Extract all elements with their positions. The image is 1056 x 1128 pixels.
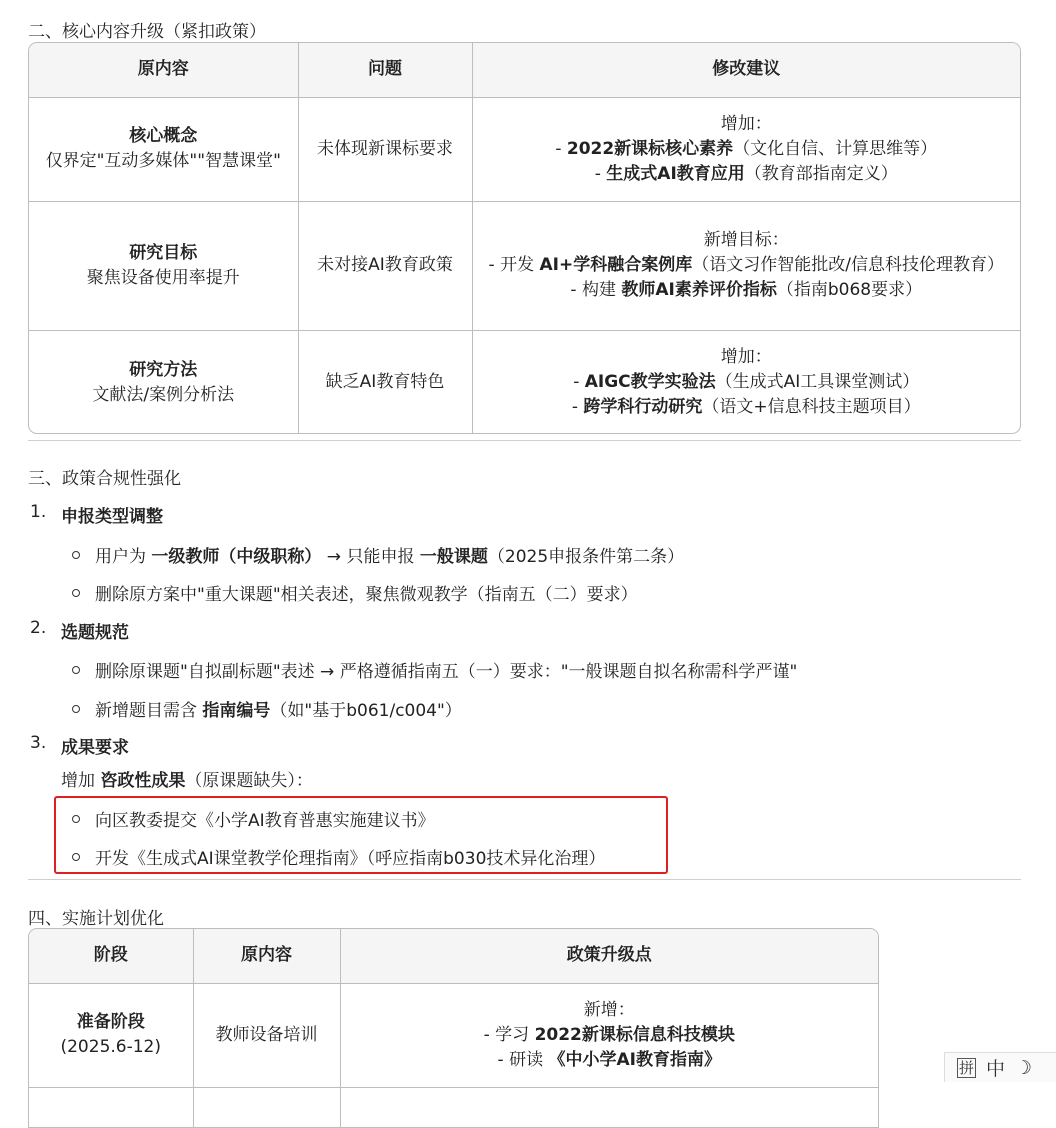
suggestion-bold: 跨学科行动研究 bbox=[583, 397, 703, 418]
suggestion-note: （语文+信息科技主题项目） bbox=[702, 397, 921, 418]
bullet-text: 向区教委提交《小学AI教育普惠实施建议书》 bbox=[95, 811, 435, 831]
paragraph-text: （原课题缺失）： bbox=[185, 771, 313, 791]
list-item bbox=[72, 657, 797, 682]
orig-text: 聚焦设备使用率提升 bbox=[86, 267, 240, 288]
stage-name: 准备阶段 bbox=[76, 1012, 145, 1032]
table-row bbox=[29, 330, 1020, 434]
bullet-text: 删除原课题"自拟副标题"表述 → 严格遵循指南五（一）要求："一般课题自拟名称需科学严谨" bbox=[95, 662, 798, 682]
upgrade-lead: 新增： bbox=[583, 999, 635, 1020]
suggestion-bold: AI+学科融合案例库 bbox=[539, 255, 693, 275]
suggestion-bold: 2022新课标核心素养 bbox=[566, 138, 734, 159]
list-number: 1. bbox=[30, 502, 47, 522]
paragraph-text: 增加 bbox=[61, 771, 101, 791]
list-item-title: 申报类型调整 bbox=[61, 507, 163, 527]
orig-text: 仅界定"互动多媒体""智慧课堂" bbox=[45, 151, 281, 171]
upgrade-bold: 2022新课标信息科技模块 bbox=[534, 1024, 735, 1045]
bullet-text: 删除原方案中"重大课题"相关表述，聚焦微观教学（指南五（二）要求） bbox=[95, 585, 638, 605]
list-item bbox=[72, 844, 605, 869]
bullet-icon bbox=[72, 589, 80, 597]
bullet-text: 开发《生成式AI课堂教学伦理指南》（呼应指南b030技术异化治理） bbox=[95, 849, 606, 869]
suggestion-bold: 生成式AI教育应用 bbox=[606, 163, 745, 184]
list-number: 2. bbox=[30, 618, 47, 638]
suggestion-prefix: - bbox=[573, 372, 585, 393]
table-header: 原内容 bbox=[29, 43, 298, 97]
list-item bbox=[72, 806, 435, 831]
list-item-title: 选题规范 bbox=[61, 623, 129, 643]
upgrade-bold: 《中小学AI教育指南》 bbox=[548, 1049, 721, 1070]
bullet-text: → 只能申报 bbox=[321, 547, 420, 567]
ime-mode-toggle[interactable]: 中 bbox=[986, 1058, 1006, 1080]
suggestion-note: （生成式AI工具课堂测试） bbox=[715, 372, 920, 393]
suggestion-bold: 教师AI素养评价指标 bbox=[621, 280, 777, 300]
list-item bbox=[72, 542, 684, 567]
bullet-icon bbox=[72, 853, 80, 861]
ime-toolbar[interactable] bbox=[944, 1052, 1056, 1082]
orig-content-cell: 教师设备培训 bbox=[193, 983, 340, 1087]
bullet-text: 新增题目需含 bbox=[95, 701, 203, 721]
suggestion-lead: 新增目标： bbox=[703, 230, 789, 250]
orig-title: 研究方法 bbox=[129, 359, 198, 380]
divider bbox=[28, 879, 1021, 880]
list-item bbox=[72, 696, 462, 721]
suggestion-prefix: - 构建 bbox=[570, 280, 622, 300]
section-4-heading: 四、实施计划优化 bbox=[28, 909, 164, 929]
table-row bbox=[29, 1087, 878, 1128]
bullet-bold: 指南编号 bbox=[202, 701, 271, 721]
problem-cell: 未对接AI教育政策 bbox=[298, 201, 472, 330]
suggestion-bold: AIGC教学实验法 bbox=[584, 372, 716, 393]
divider bbox=[28, 440, 1021, 441]
table-header: 原内容 bbox=[193, 929, 340, 983]
section-3-heading: 三、政策合规性强化 bbox=[28, 469, 181, 489]
table-header: 政策升级点 bbox=[340, 929, 878, 983]
table-row bbox=[29, 983, 878, 1087]
bullet-icon bbox=[72, 666, 80, 674]
table-header: 阶段 bbox=[29, 929, 193, 983]
table-header: 修改建议 bbox=[472, 43, 1020, 97]
pinyin-keyboard-icon[interactable]: 拼 bbox=[959, 1058, 975, 1077]
list-item-title: 成果要求 bbox=[61, 738, 129, 758]
suggestion-note: （指南b068要求） bbox=[776, 280, 923, 300]
suggestion-note: （语文习作智能批改/信息科技伦理教育） bbox=[692, 255, 1004, 275]
bullet-bold: 一级教师（中级职称） bbox=[151, 547, 322, 567]
suggestion-prefix: - bbox=[555, 138, 567, 159]
suggestion-prefix: - bbox=[594, 163, 607, 184]
bullet-icon bbox=[72, 815, 80, 823]
upgrade-prefix: - 研读 bbox=[497, 1049, 549, 1070]
paragraph bbox=[61, 766, 313, 791]
orig-title: 核心概念 bbox=[129, 126, 198, 146]
bullet-text: （2025申报条件第二条） bbox=[487, 547, 685, 567]
table-header: 问题 bbox=[298, 43, 472, 97]
bullet-icon bbox=[72, 705, 80, 713]
table-row bbox=[29, 201, 1020, 330]
suggestion-prefix: - 开发 bbox=[488, 255, 540, 275]
section-2-heading: 二、核心内容升级（紧扣政策） bbox=[28, 22, 266, 42]
upgrade-prefix: - 学习 bbox=[483, 1024, 535, 1045]
bullet-text: （如"基于b061/c004"） bbox=[270, 701, 462, 721]
suggestion-note: （教育部指南定义） bbox=[744, 163, 898, 184]
list-number: 3. bbox=[30, 733, 47, 753]
suggestion-lead: 增加： bbox=[720, 113, 772, 134]
suggestion-lead: 增加： bbox=[720, 347, 772, 368]
problem-cell: 未体现新课标要求 bbox=[298, 97, 472, 201]
problem-cell: 缺乏AI教育特色 bbox=[298, 330, 472, 434]
paragraph-bold: 咨政性成果 bbox=[100, 771, 186, 791]
suggestion-note: （文化自信、计算思维等） bbox=[733, 138, 938, 159]
implementation-plan-table bbox=[28, 928, 879, 1128]
stage-dates: (2025.6-12) bbox=[60, 1037, 161, 1057]
orig-text: 文献法/案例分析法 bbox=[92, 384, 235, 405]
table-row bbox=[29, 97, 1020, 201]
bullet-bold: 一般课题 bbox=[419, 547, 488, 567]
orig-title: 研究目标 bbox=[129, 242, 198, 263]
bullet-icon bbox=[72, 551, 80, 559]
bullet-text: 用户为 bbox=[95, 547, 152, 567]
core-content-table bbox=[28, 42, 1021, 434]
moon-icon[interactable]: ☽ bbox=[1015, 1056, 1033, 1079]
suggestion-prefix: - bbox=[571, 397, 584, 418]
list-item bbox=[72, 580, 638, 605]
